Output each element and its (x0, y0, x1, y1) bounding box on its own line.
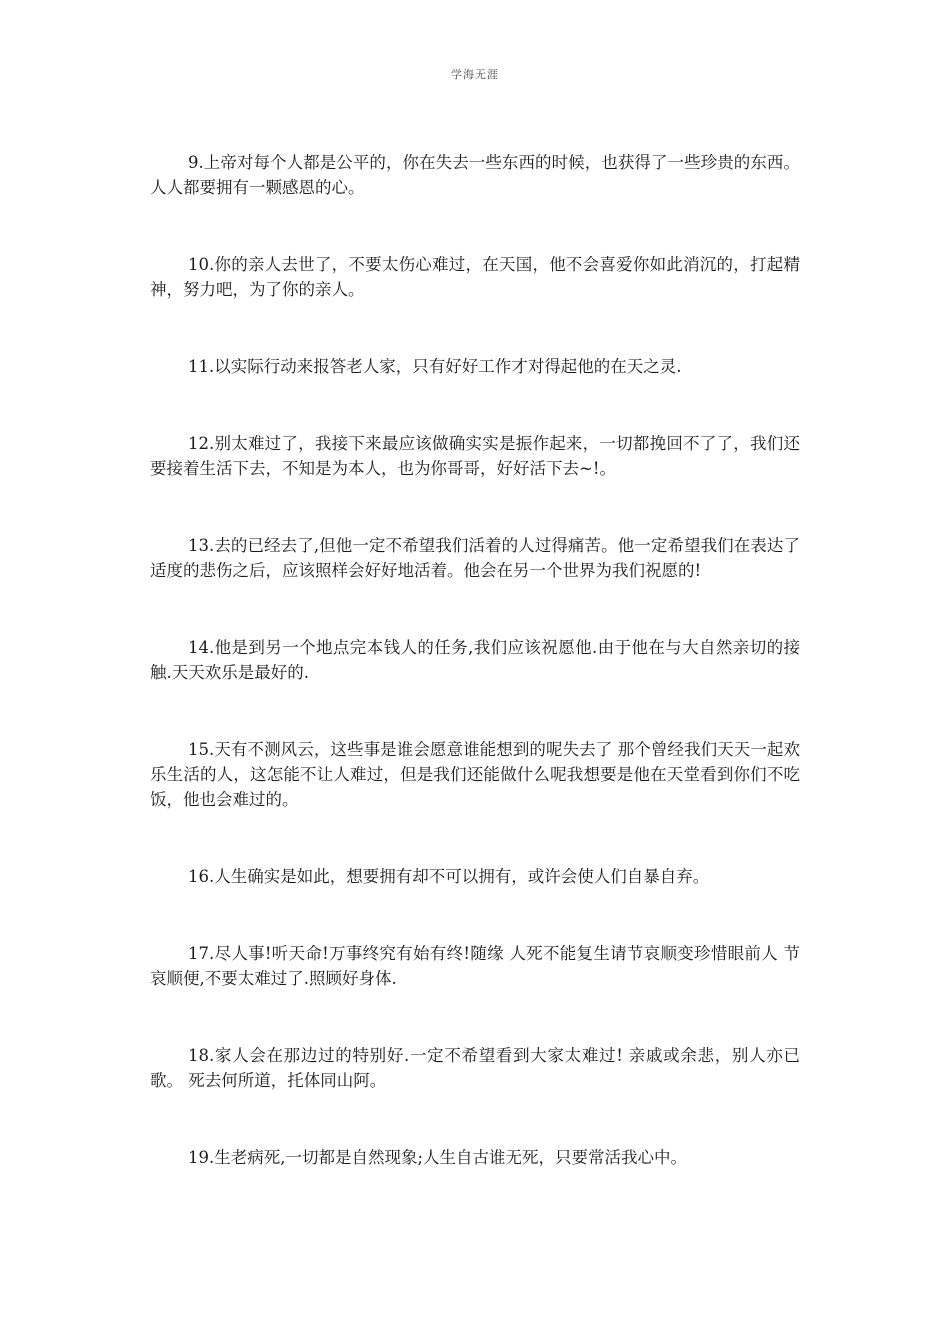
paragraph-12: 12.别太难过了，我接下来最应该做确实实是振作起来，一切都挽回不了了，我们还要接着生活下去，不知是为本人，也为你哥哥，好好活下去~!。 (150, 434, 800, 478)
paragraph-17: 17.尽人事!听天命!万事终究有始有终!随缘 人死不能复生请节哀顺变珍惜眼前人 节哀顺便,不要太难过了.照顾好身体. (150, 944, 800, 988)
paragraph-11: 11.以实际行动来报答老人家，只有好好工作才对得起他的在天之灵. (188, 357, 682, 376)
paragraph-10: 10.你的亲人去世了，不要太伤心难过，在天国，他不会喜爱你如此消沉的，打起精神，努力吧，为了你的亲人。 (150, 255, 800, 299)
page-header: 学海无涯 (451, 68, 499, 81)
paragraph-19: 19.生老病死,一切都是自然现象;人生自古谁无死，只要常活我心中。 (188, 1148, 688, 1167)
document-body (150, 150, 800, 1222)
paragraph-15: 15.天有不测风云，这些事是谁会愿意谁能想到的呢失去了 那个曾经我们天天一起欢乐生活的人，这怎能不让人难过，但是我们还能做什么呢我想要是他在天堂看到你们不吃饭，他也会难过的。 (150, 740, 800, 809)
paragraph-18: 18.家人会在那边过的特别好.一定不希望看到大家太难过! 亲戚或余悲，别人亦已歌。 死去何所道，托体同山阿。 (150, 1046, 800, 1090)
paragraph-16: 16.人生确实是如此，想要拥有却不可以拥有，或许会使人们自暴自弃。 (188, 867, 710, 886)
paragraph-9: 9.上帝对每个人都是公平的，你在失去一些东西的时候，也获得了一些珍贵的东西。人人都要拥有一颗感恩的心。 (150, 153, 800, 197)
paragraph-14: 14.他是到另一个地点完本钱人的任务,我们应该祝愿他.由于他在与大自然亲切的接触.天天欢乐是最好的. (150, 638, 800, 682)
paragraph-13: 13.去的已经去了,但他一定不希望我们活着的人过得痛苦。他一定希望我们在表达了适度的悲伤之后，应该照样会好好地活着。他会在另一个世界为我们祝愿的! (150, 536, 800, 580)
